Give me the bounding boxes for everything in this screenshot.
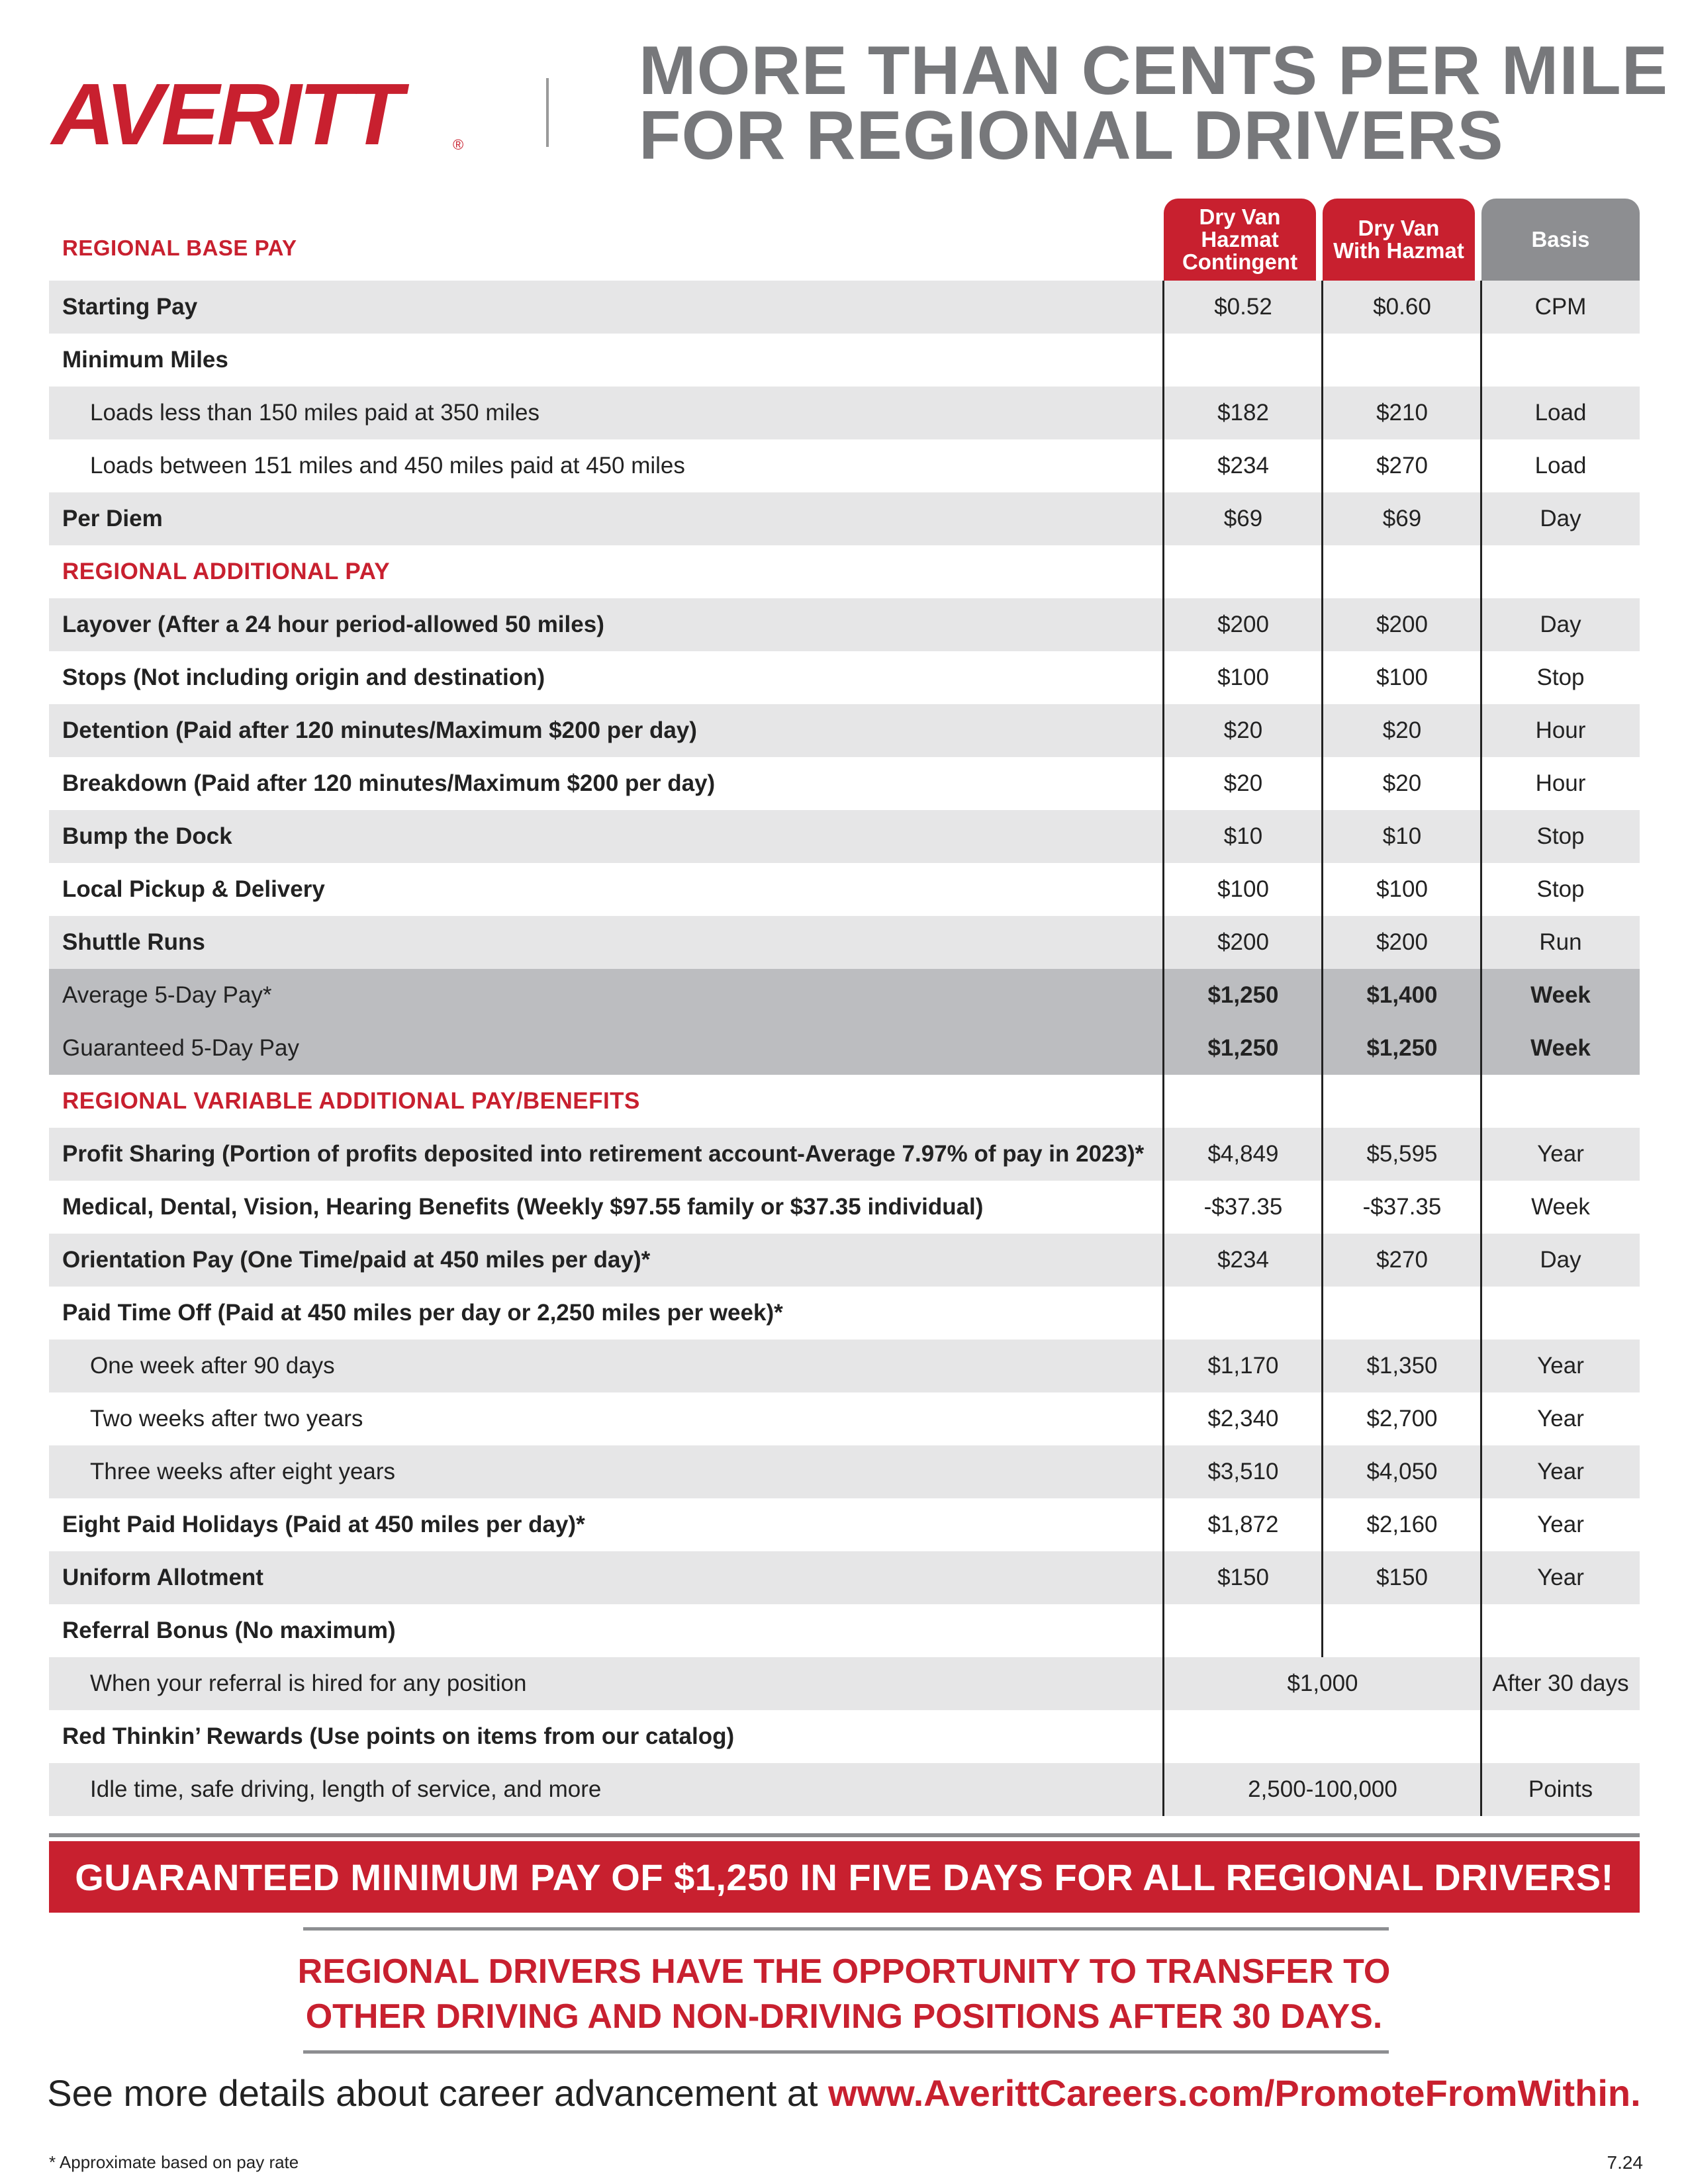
table-row [49,281,1640,334]
value-dry-van-hazmat-contingent [1164,1075,1323,1128]
row-label: Layover (After a 24 hour period-allowed 50 miles) [62,612,604,637]
table-row [49,1022,1640,1075]
footnote: * Approximate based on pay rate [49,2152,299,2172]
value-dry-van-with-hazmat: $210 [1376,400,1428,426]
value-basis: Stop [1536,823,1585,849]
value-dry-van-with-hazmat: $69 [1382,506,1422,531]
table-row [49,1445,1640,1498]
merged-value-cell: $1,000 [1287,1670,1358,1696]
row-label: Minimum Miles [62,347,228,373]
value-dry-van-with-hazmat: $1,350 [1366,1353,1438,1379]
pay-table [49,199,1640,1816]
career-details-text: See more details about career advancement at [47,2072,829,2114]
value-dry-van-hazmat-contingent: $69 [1223,506,1263,531]
page-title [639,32,1671,174]
value-dry-van-hazmat-contingent: $0.52 [1214,294,1272,320]
merged-value-cell: 2,500-100,000 [1248,1776,1397,1802]
title-line-2: FOR REGIONAL DRIVERS [639,97,1504,174]
value-dry-van-hazmat-contingent: $3,510 [1207,1459,1279,1484]
value-dry-van-hazmat-contingent: $150 [1217,1565,1269,1590]
value-basis: Points [1528,1776,1593,1802]
value-basis: Stop [1536,876,1585,902]
table-row [49,334,1640,387]
row-label: Paid Time Off (Paid at 450 miles per day or 2,250 miles per week)* [62,1300,783,1326]
value-dry-van-hazmat-contingent: $1,872 [1207,1512,1279,1537]
value-basis: Week [1530,982,1591,1008]
table-row [49,492,1640,545]
value-dry-van-hazmat-contingent: $200 [1217,612,1269,637]
value-dry-van-hazmat-contingent: $1,250 [1207,982,1279,1008]
version-code: 7.24 [1607,2152,1643,2173]
table-row [49,1551,1640,1604]
table-row [49,1710,1640,1763]
value-basis: Year [1537,1565,1584,1590]
column-header-dry-van-hazmat-contingent: Dry Van Hazmat Contingent [1164,199,1316,281]
value-dry-van-with-hazmat: $270 [1376,453,1428,478]
value-dry-van-with-hazmat: $1,400 [1366,982,1438,1008]
row-label: Idle time, safe driving, length of service, and more [90,1776,602,1802]
row-label: Starting Pay [62,294,198,320]
table-row [49,1340,1640,1392]
column-divider-3 [1480,281,1482,1816]
value-basis: Week [1531,1194,1590,1220]
guarantee-banner: GUARANTEED MINIMUM PAY OF $1,250 IN FIVE DAYS FOR ALL REGIONAL DRIVERS! [49,1841,1640,1913]
value-dry-van-with-hazmat: $5,595 [1366,1141,1438,1167]
row-label: REGIONAL ADDITIONAL PAY [62,559,391,584]
row-label: Red Thinkin’ Rewards (Use points on items from our catalog) [62,1723,735,1749]
title-line-1: MORE THAN CENTS PER MILE [639,32,1669,109]
row-label: Uniform Allotment [62,1565,263,1590]
transfer-rule-top [303,1927,1389,1931]
value-dry-van-with-hazmat: $200 [1376,612,1428,637]
value-basis: Day [1540,1247,1581,1273]
table-row [49,916,1640,969]
row-label: When your referral is hired for any position [90,1670,527,1696]
value-dry-van-with-hazmat: $150 [1376,1565,1428,1590]
value-dry-van-hazmat-contingent: $2,340 [1207,1406,1279,1432]
value-dry-van-hazmat-contingent: $234 [1217,1247,1269,1273]
row-label: Two weeks after two years [90,1406,363,1432]
banner-rule [49,1833,1640,1837]
value-basis [1481,1075,1640,1128]
value-basis: Year [1537,1406,1584,1432]
row-label: Detention (Paid after 120 minutes/Maximum $200 per day) [62,717,697,743]
value-dry-van-hazmat-contingent [1164,1604,1323,1657]
table-row [49,439,1640,492]
header-divider [546,78,549,147]
value-dry-van-hazmat-contingent: $182 [1217,400,1269,426]
column-divider-2 [1321,281,1323,1657]
row-label: REGIONAL VARIABLE ADDITIONAL PAY/BENEFITS [62,1088,640,1114]
value-dry-van-hazmat-contingent: $200 [1217,929,1269,955]
table-row [49,387,1640,439]
table-header [49,199,1640,281]
table-body [49,281,1640,1816]
value-dry-van-hazmat-contingent: $20 [1223,770,1263,796]
value-basis [1481,1710,1640,1763]
section-label-base-pay: REGIONAL BASE PAY [62,236,297,260]
value-dry-van-with-hazmat [1323,334,1481,387]
table-row [49,651,1640,704]
table-row [49,1392,1640,1445]
table-row [49,1181,1640,1234]
row-label: Shuttle Runs [62,929,205,955]
career-details [0,2071,1688,2115]
table-row [49,1234,1640,1287]
value-basis [1481,334,1640,387]
table-row [49,598,1640,651]
transfer-notice [0,1949,1688,2039]
value-dry-van-with-hazmat: $20 [1382,717,1422,743]
value-dry-van-with-hazmat [1323,1075,1481,1128]
value-dry-van-with-hazmat: $2,160 [1366,1512,1438,1537]
row-label: Guaranteed 5-Day Pay [62,1035,299,1061]
value-dry-van-with-hazmat: $2,700 [1366,1406,1438,1432]
value-dry-van-with-hazmat: -$37.35 [1362,1194,1442,1220]
value-basis [1481,545,1640,598]
value-basis: Run [1539,929,1582,955]
transfer-line-1: REGIONAL DRIVERS HAVE THE OPPORTUNITY TO TRANSFER TO [297,1952,1391,1991]
value-dry-van-hazmat-contingent: $20 [1223,717,1263,743]
value-dry-van-hazmat-contingent [1164,1287,1323,1340]
value-basis: Year [1537,1353,1584,1379]
column-header-basis: Basis [1481,199,1640,281]
transfer-line-2: OTHER DRIVING AND NON-DRIVING POSITIONS AFTER 30 DAYS. [305,1997,1383,2036]
row-label: Referral Bonus (No maximum) [62,1617,396,1643]
row-label: Average 5-Day Pay* [62,982,272,1008]
row-label: Per Diem [62,506,163,531]
value-basis: Day [1540,506,1581,531]
value-dry-van-hazmat-contingent: $10 [1223,823,1263,849]
value-dry-van-with-hazmat [1323,545,1481,598]
value-dry-van-with-hazmat [1323,1710,1481,1763]
table-row [49,863,1640,916]
value-basis: Stop [1536,664,1585,690]
value-dry-van-with-hazmat: $270 [1376,1247,1428,1273]
svg-text:AVERITT: AVERITT [52,66,400,159]
value-dry-van-hazmat-contingent: $1,170 [1207,1353,1279,1379]
section-row [49,1075,1640,1128]
value-basis: Day [1540,612,1581,637]
svg-text:®: ® [453,136,464,153]
value-dry-van-with-hazmat: $200 [1376,929,1428,955]
row-label: Orientation Pay (One Time/paid at 450 miles per day)* [62,1247,651,1273]
value-dry-van-with-hazmat: $100 [1376,876,1428,902]
table-row [49,1763,1640,1816]
value-basis [1481,1287,1640,1340]
transfer-rule-bottom [303,2050,1389,2054]
table-row [49,1604,1640,1657]
row-label: Loads between 151 miles and 450 miles paid at 450 miles [90,453,685,478]
value-dry-van-with-hazmat: $10 [1382,823,1422,849]
row-label: Profit Sharing (Portion of profits deposited into retirement account-Average 7.97% of pay in 2023)* [62,1141,1145,1167]
row-label: Three weeks after eight years [90,1459,396,1484]
row-label: Local Pickup & Delivery [62,876,325,902]
value-dry-van-with-hazmat: $100 [1376,664,1428,690]
value-basis: Load [1534,453,1587,478]
column-header-dry-van-with-hazmat: Dry Van With Hazmat [1323,199,1475,281]
table-row [49,969,1640,1022]
value-dry-van-with-hazmat: $20 [1382,770,1422,796]
value-basis: Week [1530,1035,1591,1061]
table-row [49,1128,1640,1181]
table-row [49,704,1640,757]
table-row [49,1657,1640,1710]
value-basis: Hour [1535,717,1586,743]
averitt-logo [48,60,485,159]
row-label: Medical, Dental, Vision, Hearing Benefits (Weekly $97.55 family or $37.35 individual) [62,1194,984,1220]
row-label: One week after 90 days [90,1353,335,1379]
value-dry-van-with-hazmat: $4,050 [1366,1459,1438,1484]
value-basis [1481,1604,1640,1657]
row-label: Stops (Not including origin and destination) [62,664,545,690]
value-dry-van-with-hazmat: $0.60 [1373,294,1431,320]
value-dry-van-hazmat-contingent: $100 [1217,876,1269,902]
page-header [0,0,1688,199]
value-basis: After 30 days [1492,1670,1629,1696]
value-dry-van-hazmat-contingent: $100 [1217,664,1269,690]
table-row [49,1287,1640,1340]
value-dry-van-hazmat-contingent: $4,849 [1207,1141,1279,1167]
value-basis: Hour [1535,770,1586,796]
value-basis: Year [1537,1459,1584,1484]
table-row [49,1498,1640,1551]
value-dry-van-hazmat-contingent: $234 [1217,453,1269,478]
value-dry-van-hazmat-contingent [1164,545,1323,598]
value-basis: Year [1537,1141,1584,1167]
table-row [49,757,1640,810]
value-dry-van-with-hazmat: $1,250 [1366,1035,1438,1061]
section-row [49,545,1640,598]
value-dry-van-hazmat-contingent: $1,250 [1207,1035,1279,1061]
row-label: Breakdown (Paid after 120 minutes/Maximum $200 per day) [62,770,716,796]
value-basis: CPM [1534,294,1587,320]
row-label: Bump the Dock [62,823,232,849]
row-label: Eight Paid Holidays (Paid at 450 miles per day)* [62,1512,585,1537]
table-row [49,810,1640,863]
value-dry-van-with-hazmat [1323,1604,1481,1657]
careers-link[interactable]: www.AverittCareers.com/PromoteFromWithin. [828,2072,1641,2114]
column-divider-1 [1162,281,1164,1816]
value-dry-van-with-hazmat [1323,1287,1481,1340]
row-label: Loads less than 150 miles paid at 350 miles [90,400,540,426]
value-basis: Load [1534,400,1587,426]
value-dry-van-hazmat-contingent [1164,1710,1323,1763]
value-basis: Year [1537,1512,1584,1537]
value-dry-van-hazmat-contingent: -$37.35 [1203,1194,1283,1220]
value-dry-van-hazmat-contingent [1164,334,1323,387]
